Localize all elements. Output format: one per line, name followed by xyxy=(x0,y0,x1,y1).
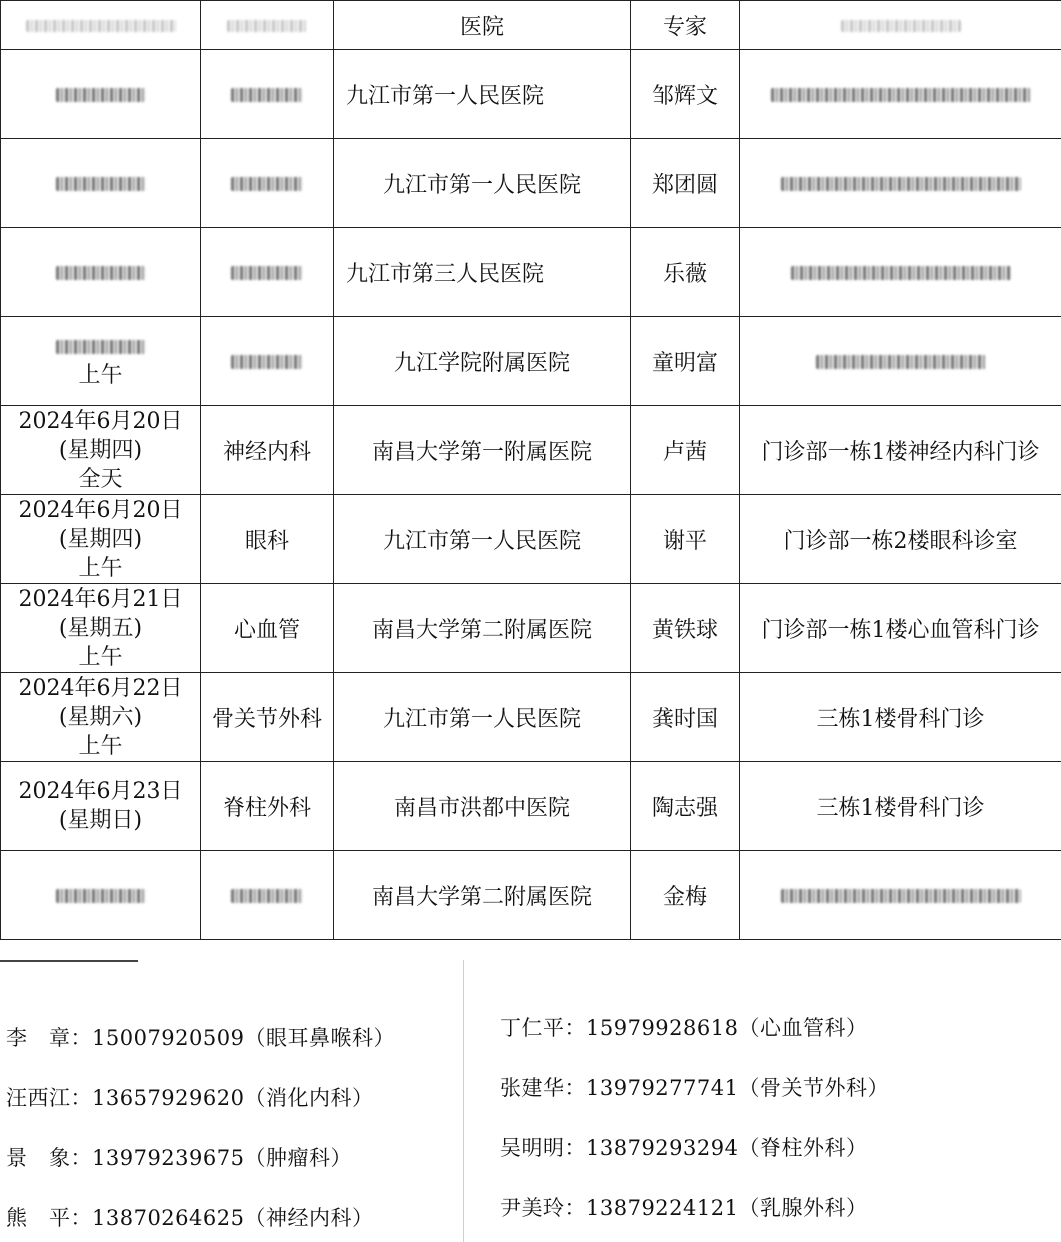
redacted-text xyxy=(56,266,146,280)
contact-name: 张建华 xyxy=(500,1076,565,1100)
date-line: 上午 xyxy=(78,733,123,759)
department-cell: 眼科 xyxy=(201,495,334,584)
date-line: (星期日) xyxy=(58,808,143,833)
redacted-text xyxy=(231,177,303,191)
header-hospital: 医院 xyxy=(334,1,631,50)
hospital-cell: 九江市第一人民医院 xyxy=(334,139,631,228)
table-header-row xyxy=(1,1,1061,50)
hospital-cell: 南昌大学第一附属医院 xyxy=(334,406,631,495)
date-line: 2024年6月20日 xyxy=(18,408,183,434)
table-row xyxy=(1,851,1061,940)
redacted-text xyxy=(56,88,146,102)
date-cell xyxy=(1,851,201,940)
contact-entry xyxy=(500,1132,867,1162)
date-line: (星期六) xyxy=(58,704,143,730)
contact-entry xyxy=(6,1142,352,1172)
department-cell: 骨关节外科 xyxy=(201,673,334,762)
hospital-cell: 南昌市洪都中医院 xyxy=(334,762,631,851)
redacted-text xyxy=(771,88,1031,102)
table-row xyxy=(1,317,1061,406)
hospital-cell: 九江市第三人民医院 xyxy=(334,228,631,317)
department-cell xyxy=(201,228,334,317)
redacted-text xyxy=(231,266,303,280)
location-cell xyxy=(740,851,1061,940)
table-row xyxy=(1,50,1061,139)
contact-entry xyxy=(500,1192,867,1222)
column-divider xyxy=(463,960,464,1242)
contact-name: 李 章 xyxy=(6,1026,71,1050)
hospital-cell: 九江市第一人民医院 xyxy=(334,50,631,139)
header-date xyxy=(1,1,201,50)
contact-entry xyxy=(500,1012,867,1042)
contact-phone: ：13870264625（神经内科） xyxy=(70,1206,374,1230)
contact-phone: ：13979277741（骨关节外科） xyxy=(564,1076,889,1100)
date-line: 2024年6月23日 xyxy=(18,779,183,804)
table-row xyxy=(1,495,1061,584)
expert-cell: 金梅 xyxy=(631,851,740,940)
location-cell: 门诊部一栋2楼眼科诊室 xyxy=(740,495,1061,584)
redacted-text xyxy=(56,177,146,191)
date-line: 上午 xyxy=(78,555,123,581)
department-cell: 神经内科 xyxy=(201,406,334,495)
expert-cell: 郑团圆 xyxy=(631,139,740,228)
department-cell xyxy=(201,50,334,139)
date-cell xyxy=(1,139,201,228)
date-cell xyxy=(1,317,201,406)
contact-entry xyxy=(6,1082,373,1112)
table-row xyxy=(1,762,1061,851)
expert-cell: 邹辉文 xyxy=(631,50,740,139)
table-row xyxy=(1,584,1061,673)
hospital-cell: 九江市第一人民医院 xyxy=(334,673,631,762)
contact-entry xyxy=(500,1072,889,1102)
contact-section xyxy=(0,960,1061,1242)
department-cell: 心血管 xyxy=(201,584,334,673)
redacted-text xyxy=(56,340,146,354)
date-line: (星期五) xyxy=(58,615,143,641)
date-line: 2024年6月20日 xyxy=(18,497,183,523)
expert-cell: 卢茜 xyxy=(631,406,740,495)
redacted-text xyxy=(231,355,303,369)
table-row xyxy=(1,139,1061,228)
contact-phone: ：13879224121（乳腺外科） xyxy=(564,1196,868,1220)
date-line: 全天 xyxy=(78,466,123,492)
date-line: 2024年6月22日 xyxy=(18,675,183,701)
contact-name: 景 象 xyxy=(6,1146,71,1170)
contact-entry xyxy=(6,1022,395,1052)
redacted-text xyxy=(56,889,146,903)
table-row xyxy=(1,406,1061,495)
contact-phone: ：13657929620（消化内科） xyxy=(70,1086,374,1110)
department-cell xyxy=(201,139,334,228)
date-cell xyxy=(1,762,201,851)
location-cell: 三栋1楼骨科门诊 xyxy=(740,762,1061,851)
location-cell xyxy=(740,228,1061,317)
date-cell xyxy=(1,495,201,584)
expert-cell: 陶志强 xyxy=(631,762,740,851)
redacted-text xyxy=(231,88,303,102)
department-cell: 脊柱外科 xyxy=(201,762,334,851)
redacted-text xyxy=(781,889,1021,903)
date-cell xyxy=(1,673,201,762)
date-line: 2024年6月21日 xyxy=(18,586,183,612)
date-cell xyxy=(1,228,201,317)
location-cell xyxy=(740,50,1061,139)
location-cell: 门诊部一栋1楼心血管科门诊 xyxy=(740,584,1061,673)
date-line: 上午 xyxy=(78,363,123,388)
expert-cell: 乐薇 xyxy=(631,228,740,317)
header-location xyxy=(740,1,1061,50)
department-cell xyxy=(201,317,334,406)
expert-cell: 谢平 xyxy=(631,495,740,584)
redacted-text xyxy=(816,355,986,369)
location-cell xyxy=(740,139,1061,228)
redacted-text xyxy=(791,266,1011,280)
date-line: 上午 xyxy=(78,644,123,670)
expert-cell: 黄铁球 xyxy=(631,584,740,673)
contact-name: 吴明明 xyxy=(500,1136,565,1160)
table-row xyxy=(1,673,1061,762)
hospital-cell: 九江市第一人民医院 xyxy=(334,495,631,584)
contact-name: 尹美玲 xyxy=(500,1196,565,1220)
location-cell: 三栋1楼骨科门诊 xyxy=(740,673,1061,762)
contact-phone: ：13979239675（肿瘤科） xyxy=(70,1146,352,1170)
date-line: (星期四) xyxy=(58,526,143,552)
department-cell xyxy=(201,851,334,940)
table-row xyxy=(1,228,1061,317)
header-expert: 专家 xyxy=(631,1,740,50)
header-department xyxy=(201,1,334,50)
hospital-cell: 南昌大学第二附属医院 xyxy=(334,851,631,940)
expert-cell: 童明富 xyxy=(631,317,740,406)
contact-name: 熊 平 xyxy=(6,1206,71,1230)
hospital-cell: 南昌大学第二附属医院 xyxy=(334,584,631,673)
contact-phone: ：13879293294（脊柱外科） xyxy=(564,1136,868,1160)
redacted-text xyxy=(231,889,303,903)
expert-cell: 龚时国 xyxy=(631,673,740,762)
contact-phone: ：15007920509（眼耳鼻喉科） xyxy=(70,1026,395,1050)
date-cell xyxy=(1,584,201,673)
divider-line xyxy=(0,960,138,962)
hospital-cell: 九江学院附属医院 xyxy=(334,317,631,406)
redacted-text xyxy=(781,177,1021,191)
date-cell xyxy=(1,406,201,495)
location-cell: 门诊部一栋1楼神经内科门诊 xyxy=(740,406,1061,495)
date-cell xyxy=(1,50,201,139)
contact-name: 丁仁平 xyxy=(500,1016,565,1040)
contact-phone: ：15979928618（心血管科） xyxy=(564,1016,868,1040)
contact-name: 汪西江 xyxy=(6,1086,71,1110)
contact-entry xyxy=(6,1202,373,1232)
location-cell xyxy=(740,317,1061,406)
date-line: (星期四) xyxy=(58,437,143,463)
